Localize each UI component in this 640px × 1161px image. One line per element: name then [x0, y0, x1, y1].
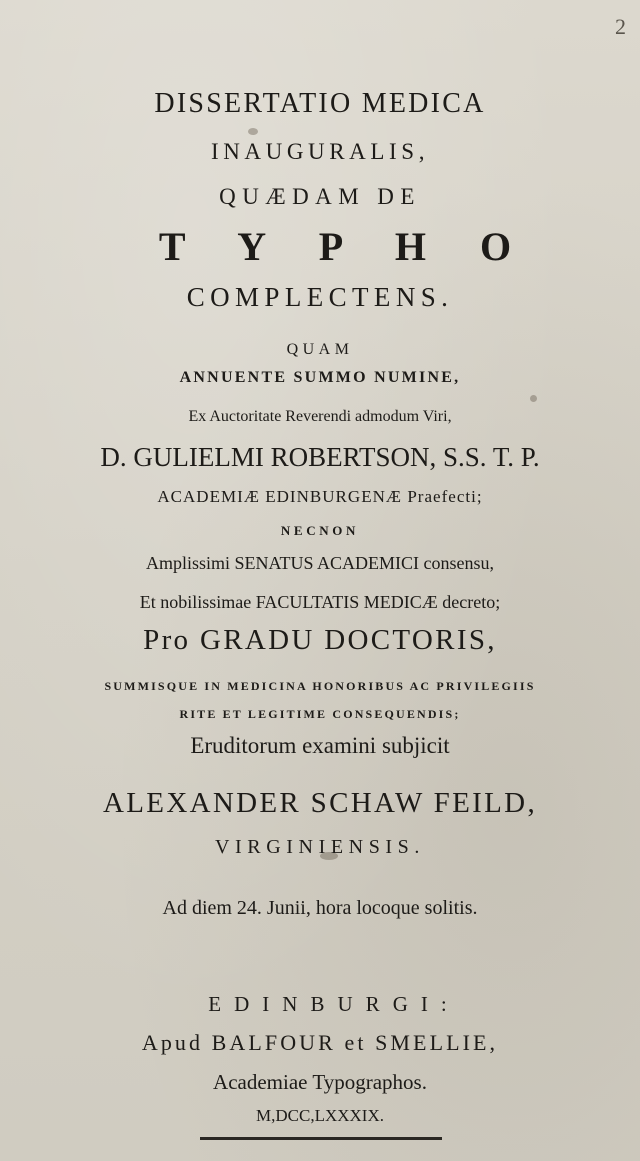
summisque-line: SUMMISQUE IN MEDICINA HONORIBUS AC PRIVILEGIIS: [104, 679, 536, 693]
quam-line: QUAM: [286, 341, 354, 358]
academiae-line: ACADEMIÆ EDINBURGENÆ Praefecti;: [157, 487, 483, 506]
imprint-rule: [200, 1137, 442, 1140]
necnon-line: NECNON: [280, 523, 360, 538]
paper-stain: [248, 128, 258, 135]
page-number: 2: [615, 14, 626, 39]
pro-gradu-line: Pro GRADU DOCTORIS,: [143, 624, 497, 656]
date-line: Ad diem 24. Junii, hora locoque solitis.: [162, 897, 478, 919]
imprint-year: M,DCC,LXXXIX.: [256, 1106, 384, 1125]
imprint-city: EDINBURGI:: [208, 992, 460, 1016]
rite-line: RITE ET LEGITIME CONSEQUENDIS;: [179, 707, 461, 721]
author-origin: VIRGINIENSIS.: [214, 836, 426, 858]
praefect-name: D. GULIELMI ROBERTSON, S.S. T. P.: [100, 442, 540, 472]
eruditorum-line: Eruditorum examini subjicit: [190, 733, 450, 758]
senatus-line: Amplissimi SENATUS ACADEMICI consensu,: [145, 553, 495, 573]
subject-line: T Y P H O: [158, 224, 534, 269]
title-line-3: QUÆDAM DE: [219, 184, 421, 209]
imprint-role: Academiae Typographos.: [213, 1070, 427, 1094]
facultatis-line: Et nobilissimae FACULTATIS MEDICÆ decreto;: [139, 592, 501, 612]
title-line-2: INAUGURALIS,: [210, 139, 430, 164]
imprint-printers: Apud BALFOUR et SMELLIE,: [141, 1030, 499, 1055]
title-line-1: DISSERTATIO MEDICA: [154, 88, 486, 119]
title-line-5: COMPLECTENS.: [186, 282, 454, 312]
annuente-line: ANNUENTE SUMMO NUMINE,: [179, 369, 461, 386]
auctoritate-line: Ex Auctoritate Reverendi admodum Viri,: [188, 408, 452, 425]
paper-stain: [530, 395, 537, 402]
author-name: ALEXANDER SCHAW FEILD,: [102, 787, 538, 819]
